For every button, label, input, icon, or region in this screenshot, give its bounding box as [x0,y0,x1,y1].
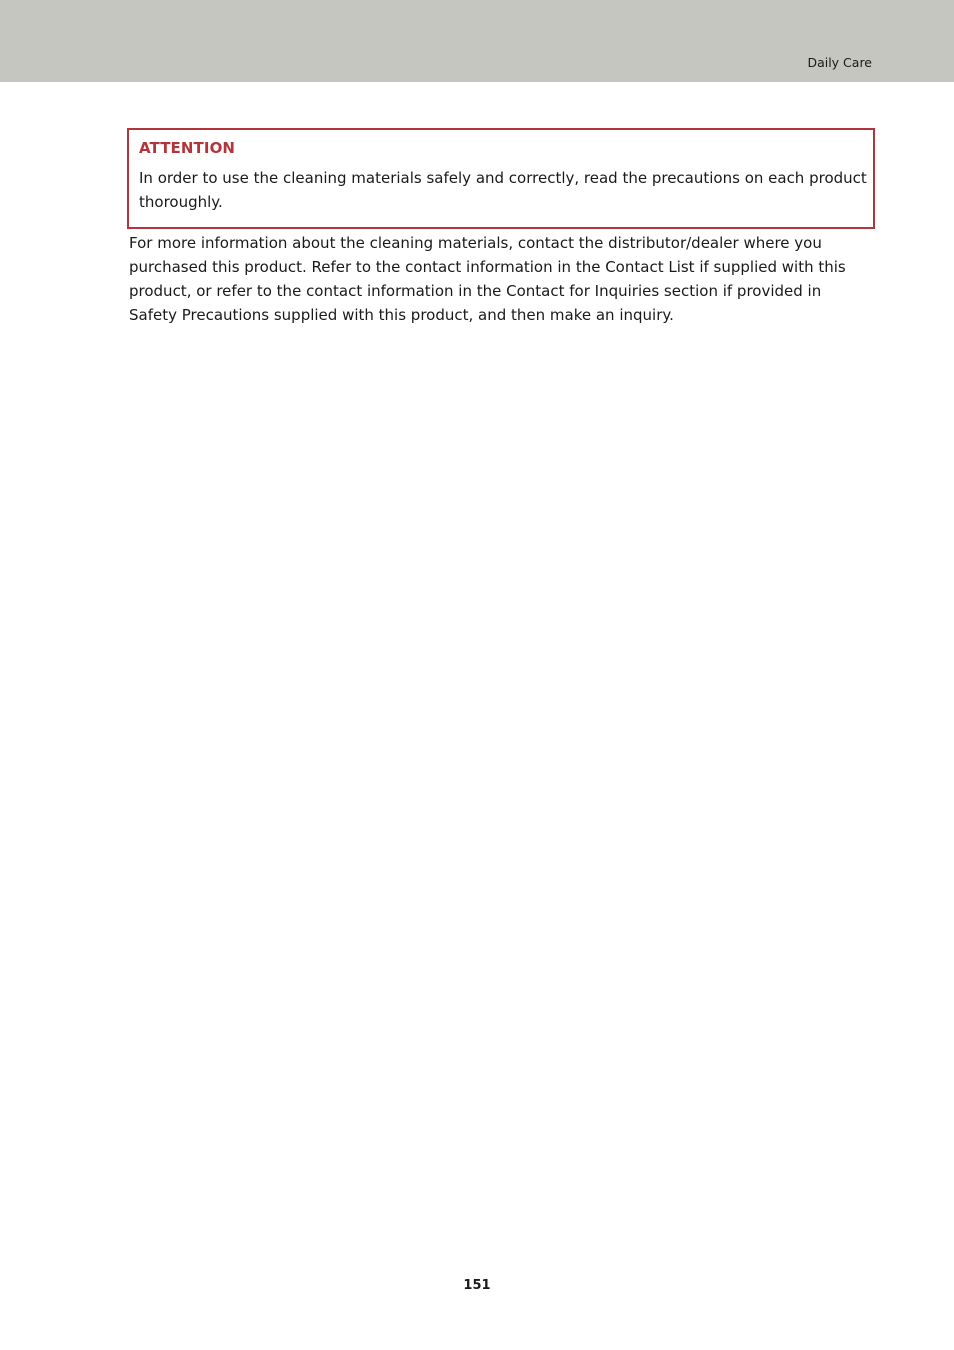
body-paragraph: For more information about the cleaning materials, contact the distributor/dealer where you purchased this product. Refer to the contact information in the Contact List if supplied with this product, or refer to the contact information in the Contact for Inquiries section if provided in Safety Precautions supplied with this product, and then make an inquiry. [129,234,846,324]
attention-box [127,128,875,229]
attention-heading: ATTENTION [139,139,236,157]
page-header-band [0,0,954,82]
attention-text: In order to use the cleaning materials safely and correctly, read the precautions on each product thoroughly. [139,169,867,211]
page-number: 151 [463,1278,491,1293]
section-title: Daily Care [807,55,872,70]
